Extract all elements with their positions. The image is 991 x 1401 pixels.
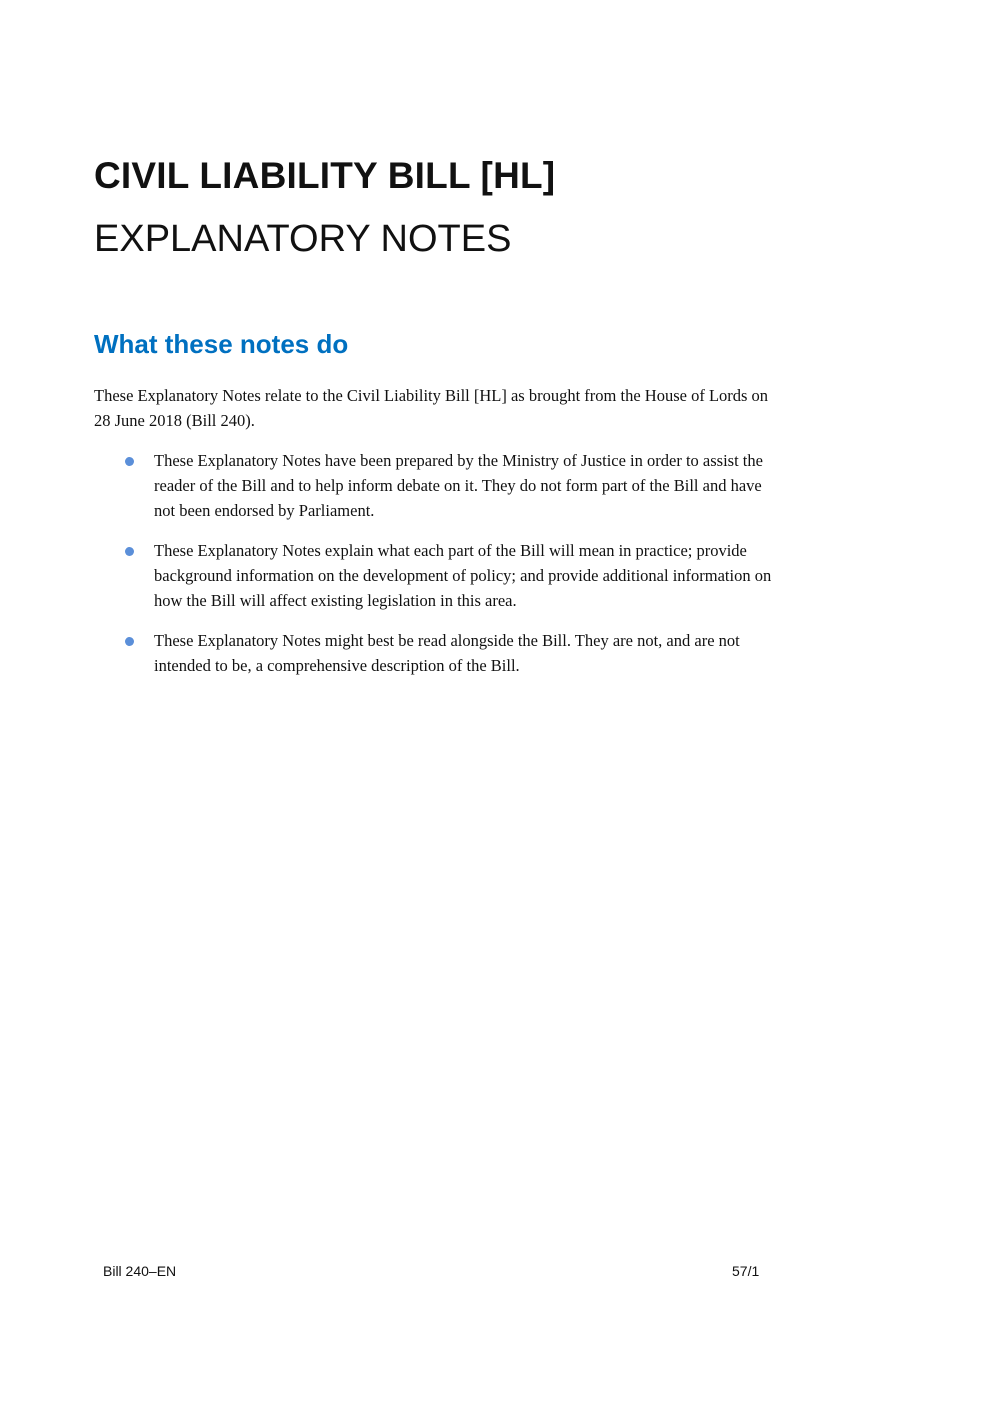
bullet-icon bbox=[125, 637, 134, 646]
bullet-icon bbox=[125, 457, 134, 466]
text-line: how the Bill will affect existing legislation in this area. bbox=[154, 591, 517, 610]
section-heading: What these notes do bbox=[94, 329, 349, 359]
bullet-item bbox=[154, 628, 740, 678]
text-line: These Explanatory Notes have been prepared by the Ministry of Justice in order to assist the bbox=[154, 451, 763, 470]
text-line: These Explanatory Notes might best be read alongside the Bill. They are not, and are not bbox=[154, 631, 740, 650]
bullet-item bbox=[154, 448, 763, 523]
document-subtitle: EXPLANATORY NOTES bbox=[94, 218, 512, 260]
intro-paragraph bbox=[94, 383, 768, 433]
text-line: background information on the development of policy; and provide additional information on bbox=[154, 566, 772, 585]
document-title: CIVIL LIABILITY BILL [HL] bbox=[94, 155, 556, 196]
text-line: intended to be, a comprehensive description of the Bill. bbox=[154, 656, 520, 675]
footer-bill-number: Bill 240–EN bbox=[103, 1263, 177, 1279]
bullet-icon bbox=[125, 547, 134, 556]
text-line: These Explanatory Notes explain what each part of the Bill will mean in practice; provide bbox=[154, 541, 747, 560]
text-line: 28 June 2018 (Bill 240). bbox=[94, 411, 255, 430]
bullet-item bbox=[154, 538, 771, 613]
text-line: These Explanatory Notes relate to the Civil Liability Bill [HL] as brought from the House of Lords on bbox=[94, 386, 769, 405]
footer-page-code: 57/1 bbox=[732, 1263, 760, 1279]
text-line: not been endorsed by Parliament. bbox=[154, 501, 375, 520]
text-line: reader of the Bill and to help inform debate on it. They do not form part of the Bill and have bbox=[154, 476, 762, 495]
